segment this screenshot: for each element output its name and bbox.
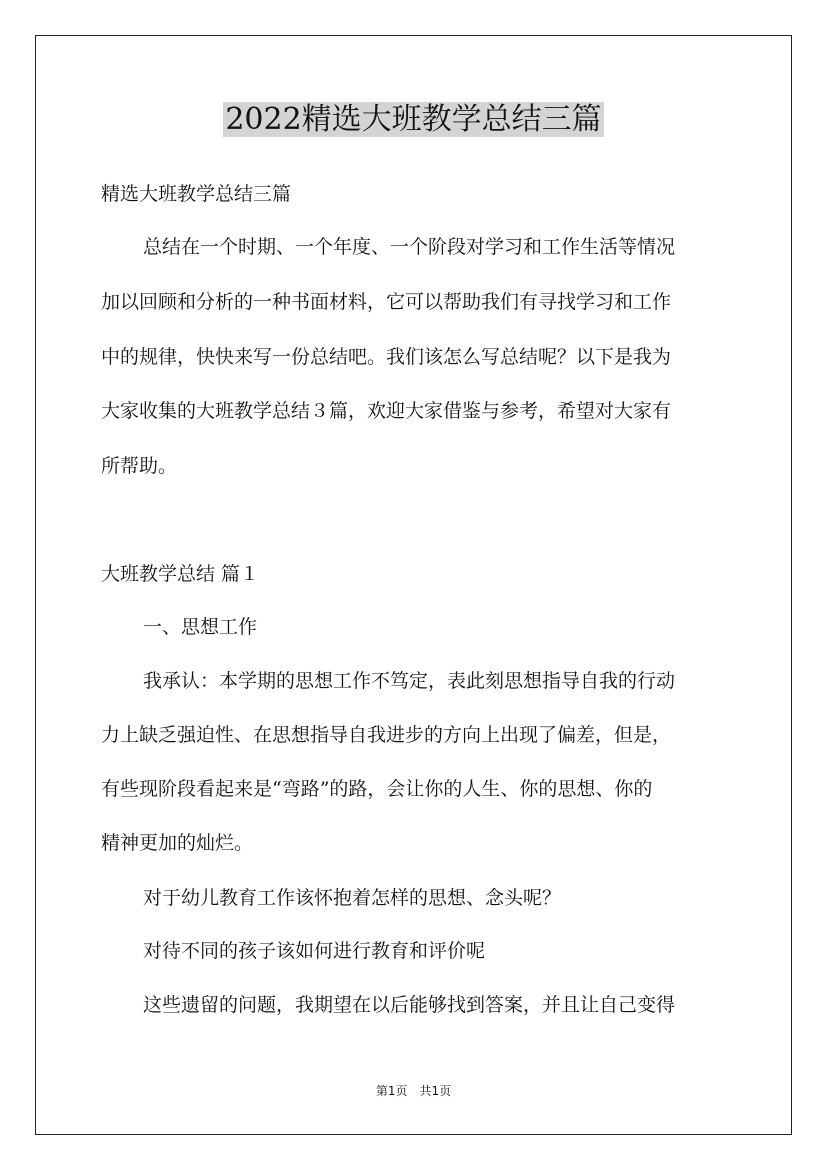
document-subtitle: 精选大班教学总结三篇 xyxy=(101,183,292,205)
section-heading: 大班教学总结 篇１ xyxy=(101,563,260,585)
intro-line-3: 中的规律，快快来写一份总结吧。我们该怎么写总结呢？以下是我为 xyxy=(101,346,672,368)
intro-line-2: 加以回顾和分析的一种书面材料，它可以帮助我们有寻找学习和工作 xyxy=(101,291,672,313)
paragraph2-line-1: 这些遗留的问题，我期望在以后能够找到答案，并且让自己变得 xyxy=(143,994,676,1016)
intro-line-4: 大家收集的大班教学总结３篇，欢迎大家借鉴与参考，希望对大家有 xyxy=(101,400,672,422)
intro-line-5: 所帮助。 xyxy=(101,455,178,477)
question-1: 对于幼儿教育工作该怀抱着怎样的思想、念头呢？ xyxy=(143,887,562,909)
intro-line-1: 总结在一个时期、一个年度、一个阶段对学习和工作生活等情况 xyxy=(143,236,676,258)
document-title xyxy=(0,100,827,140)
question-2: 对待不同的孩子该如何进行教育和评价呢 xyxy=(143,940,486,962)
paragraph1-line-4: 精神更加的灿烂。 xyxy=(101,832,254,854)
page-footer: 第1页 共1页 xyxy=(375,1084,452,1098)
paragraph1-line-1: 我承认：本学期的思想工作不笃定，表此刻思想指导自我的行动 xyxy=(143,670,676,692)
sub-heading: 一、思想工作 xyxy=(143,616,258,638)
document-title-text: 2022精选大班教学总结三篇 xyxy=(225,102,602,137)
paragraph1-line-2: 力上缺乏强迫性、在思想指导自我进步的方向上出现了偏差，但是， xyxy=(101,724,672,746)
paragraph1-line-3: 有些现阶段看起来是“弯路”的路，会让你的人生、你的思想、你的 xyxy=(101,778,653,800)
